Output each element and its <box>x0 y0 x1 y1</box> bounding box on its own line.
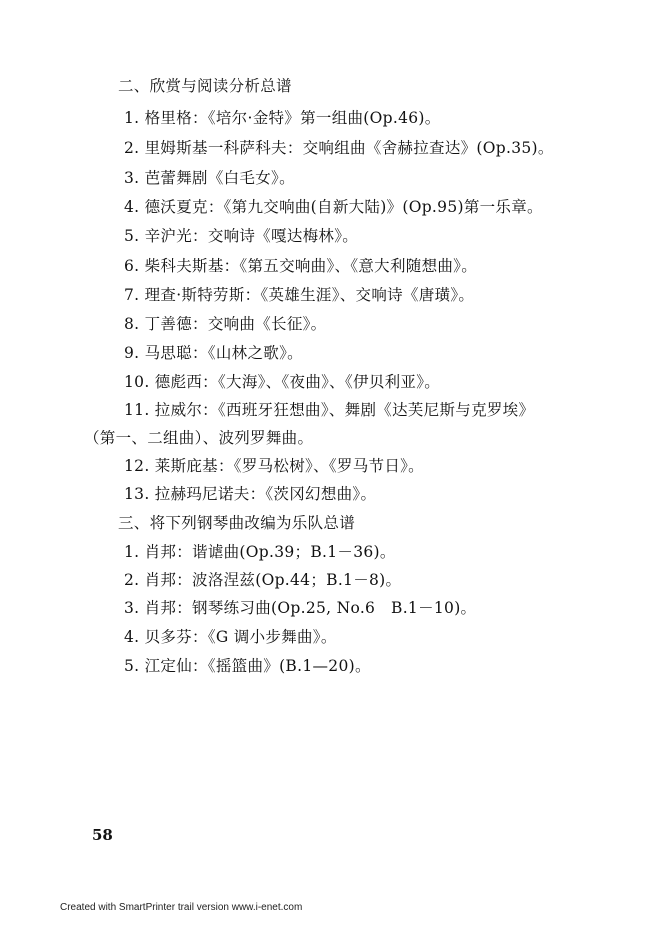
list-item: 5. 辛沪光：交响诗《嘎达梅林》。 <box>124 227 359 245</box>
list-item: 12. 莱斯庇基：《罗马松树》、《罗马节日》。 <box>124 457 424 475</box>
list-item: 1. 格里格：《培尔·金特》第一组曲(Op.46)。 <box>124 109 441 127</box>
list-item: 11. 拉威尔：《西班牙狂想曲》、舞剧《达芙尼斯与克罗埃》 <box>124 401 535 419</box>
list-item: 3. 肖邦：钢琴练习曲(Op.25, No.6 B.1－10)。 <box>124 599 477 617</box>
list-item-continuation: （第一、二组曲）、波列罗舞曲。 <box>84 429 314 447</box>
watermark-footer: Created with SmartPrinter trail version www.i-enet.com <box>60 902 303 913</box>
section-heading-appreciation: 二、欣赏与阅读分析总谱 <box>118 77 292 95</box>
page-number: 58 <box>92 826 113 844</box>
list-item: 1. 肖邦：谐谑曲(Op.39；B.1－36)。 <box>124 543 396 561</box>
list-item: 4. 贝多芬：《G 调小步舞曲》。 <box>124 628 337 646</box>
list-item: 7. 理查·斯特劳斯：《英雄生涯》、交响诗《唐璜》。 <box>124 286 475 304</box>
list-item: 10. 德彪西：《大海》、《夜曲》、《伊贝利亚》。 <box>124 373 441 391</box>
list-item: 3. 芭蕾舞剧《白毛女》。 <box>124 169 295 187</box>
list-item: 4. 德沃夏克：《第九交响曲(自新大陆)》(Op.95)第一乐章。 <box>124 198 543 216</box>
list-item: 2. 肖邦：波洛涅兹(Op.44；B.1－8)。 <box>124 571 402 589</box>
list-item: 9. 马思聪：《山林之歌》。 <box>124 344 303 362</box>
list-item: 2. 里姆斯基一科萨科夫：交响组曲《舍赫拉查达》(Op.35)。 <box>124 139 554 157</box>
list-item: 8. 丁善德：交响曲《长征》。 <box>124 315 327 333</box>
list-item: 13. 拉赫玛尼诺夫：《茨冈幻想曲》。 <box>124 485 377 503</box>
list-item: 5. 江定仙：《摇篮曲》(B.1—20)。 <box>124 657 371 675</box>
section-heading-orchestration: 三、将下列钢琴曲改编为乐队总谱 <box>118 514 356 532</box>
list-item: 6. 柴科夫斯基：《第五交响曲》、《意大利随想曲》。 <box>124 257 478 275</box>
